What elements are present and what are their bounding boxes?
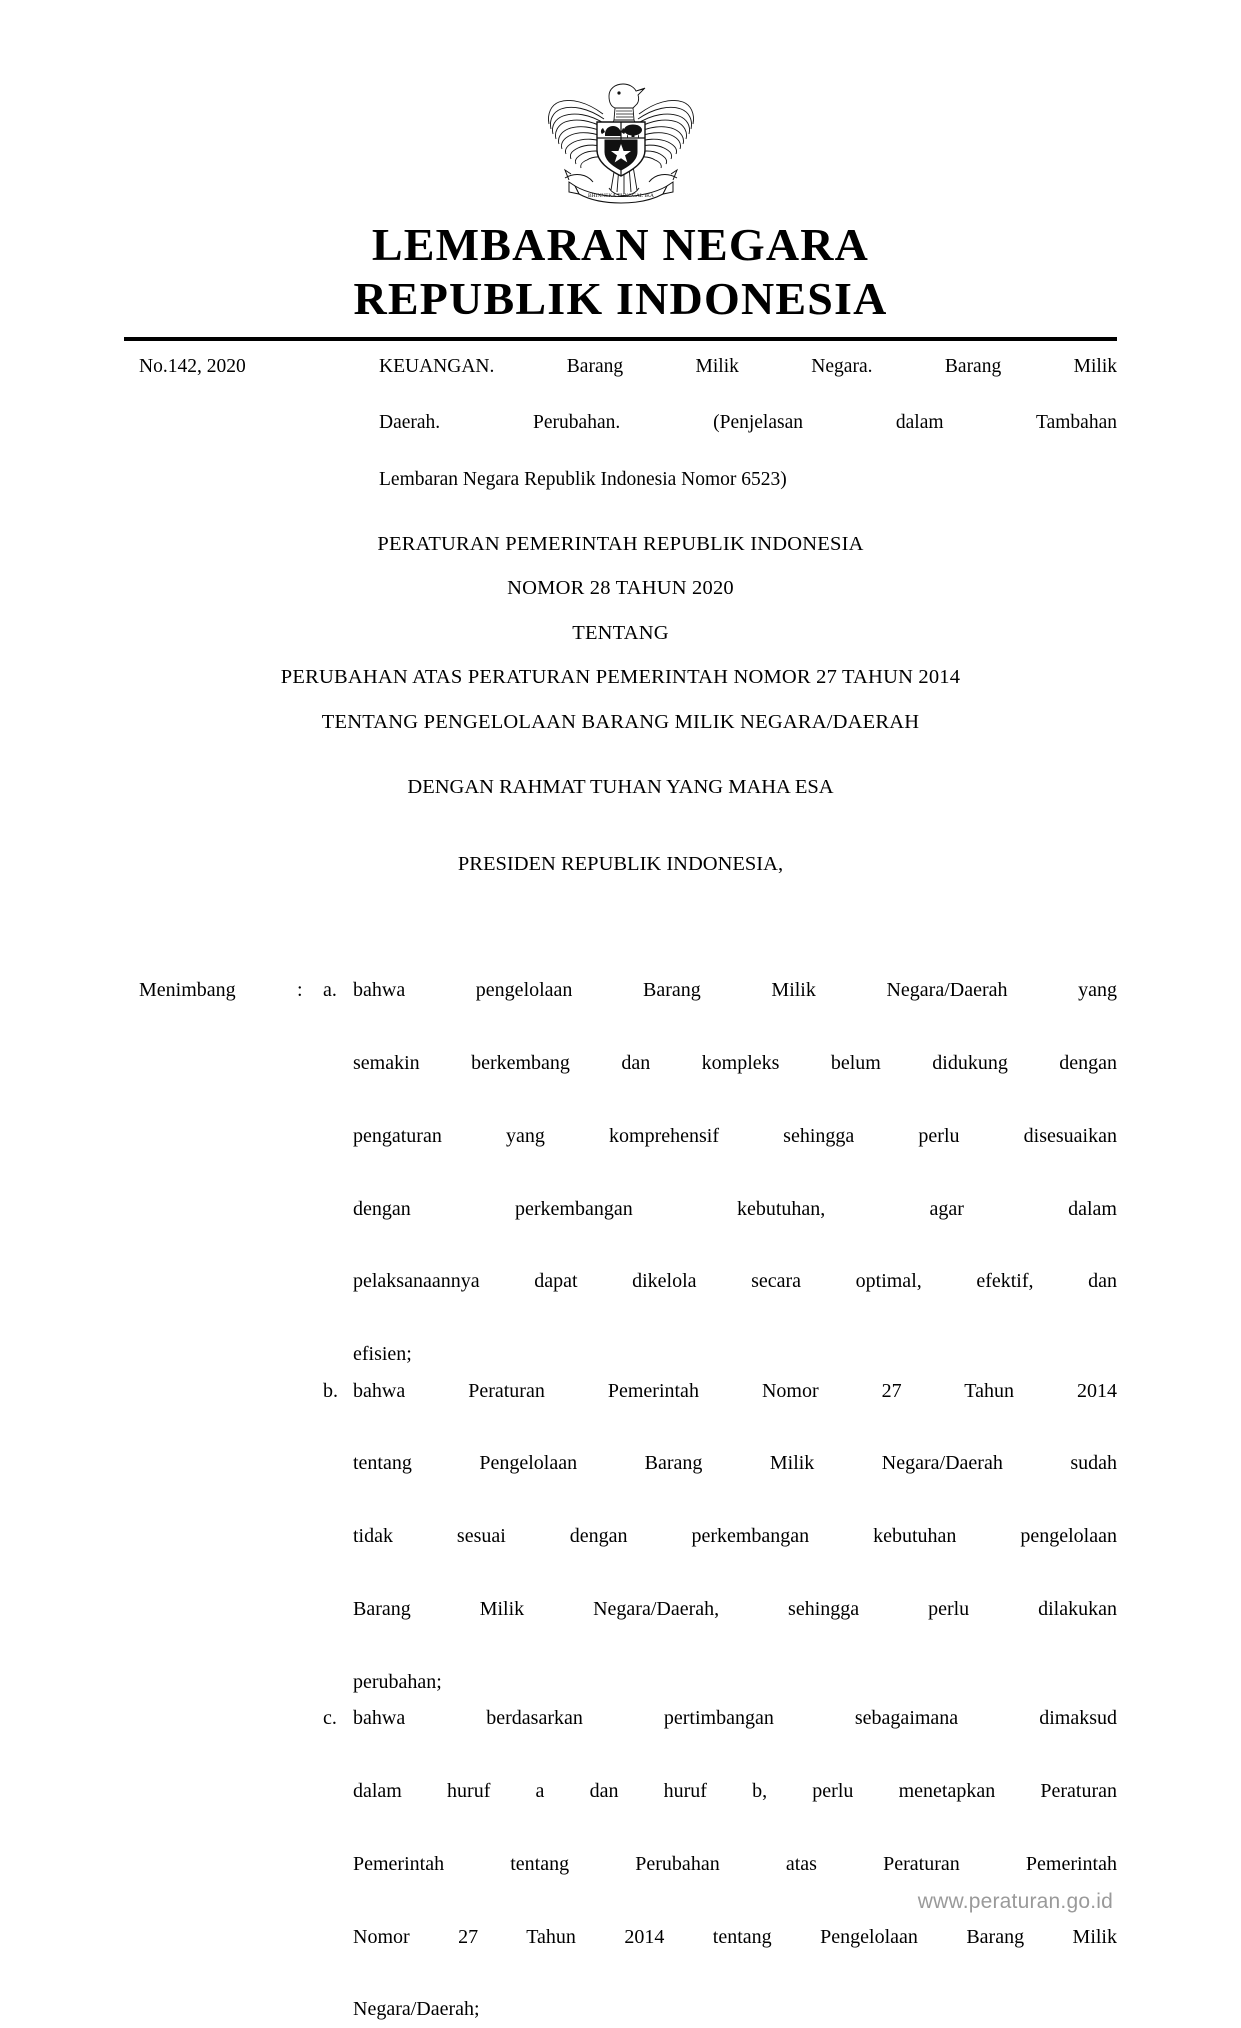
gazette-info-row: [139, 353, 1117, 494]
considering-line: pelaksanaannya dapat dikelola secara optimal, efektif, dan: [353, 1270, 1117, 1293]
considering-line: perubahan;: [353, 1670, 442, 1693]
considering-colon: :: [297, 979, 303, 1002]
considering-line: bahwa pengelolaan Barang Milik Negara/Daerah yang: [353, 979, 1117, 1002]
considering-line: dengan perkembangan kebutuhan, agar dalam: [353, 1197, 1117, 1220]
considering-marker: c.: [323, 1707, 337, 1730]
masthead: [0, 218, 1241, 327]
title-line-subject-1: PERUBAHAN ATAS PERATURAN PEMERINTAH NOMOR 27 TAHUN 2014: [280, 666, 961, 689]
gazette-subject-line: KEUANGAN. Barang Milik Negara. Barang Milik: [379, 355, 1117, 377]
considering-line: Negara/Daerah;: [353, 1998, 480, 2021]
considering-line: efisien;: [353, 1343, 412, 1366]
gazette-number: No.142, 2020: [139, 355, 246, 377]
considering-text: [353, 972, 1117, 1372]
considering-marker: a.: [323, 979, 337, 1002]
gazette-subject: [379, 353, 1117, 494]
title-line-tentang: TENTANG: [572, 621, 669, 644]
considering-line: Nomor 27 Tahun 2014 tentang Pengelolaan Barang Milik: [353, 1925, 1117, 1948]
considering-line: tentang Pengelolaan Barang Milik Negara/Daerah sudah: [353, 1452, 1117, 1475]
garuda-pancasila-emblem: [535, 58, 707, 208]
considering-line: Barang Milik Negara/Daerah, sehingga perlu dilakukan: [353, 1598, 1117, 1620]
considering-line: bahwa Peraturan Pemerintah Nomor 27 Tahun 2014: [353, 1379, 1117, 1402]
considering-line: semakin berkembang dan kompleks belum didukung dengan: [353, 1052, 1117, 1075]
considering-text: [353, 1700, 1117, 2028]
title-line-number: NOMOR 28 TAHUN 2020: [507, 577, 734, 600]
considering-line: Pemerintah tentang Perubahan atas Peraturan Pemerintah: [353, 1852, 1117, 1875]
gazette-subject-line: Lembaran Negara Republik Indonesia Nomor 6523): [379, 468, 787, 490]
considering-line: bahwa berdasarkan pertimbangan sebagaimana dimaksud: [353, 1707, 1117, 1730]
title-line-subject-2: TENTANG PENGELOLAAN BARANG MILIK NEGARA/DAERAH: [321, 710, 920, 733]
masthead-line-1: LEMBARAN NEGARA: [371, 219, 870, 270]
footer-watermark: www.peraturan.go.id: [917, 1890, 1113, 1913]
emblem-container: [0, 0, 1241, 208]
considering-line: tidak sesuai dengan perkembangan kebutuhan pengelolaan: [353, 1525, 1117, 1548]
considering-item-a: [323, 972, 1117, 1372]
title-line-authority: PERATURAN PEMERINTAH REPUBLIK INDONESIA: [377, 532, 864, 555]
masthead-line-2: REPUBLIK INDONESIA: [353, 273, 888, 325]
blessing-line: DENGAN RAHMAT TUHAN YANG MAHA ESA: [407, 776, 834, 799]
considering-section: [139, 972, 1117, 2027]
considering-line: dalam huruf a dan huruf b, perlu menetapkan Peraturan: [353, 1779, 1117, 1802]
president-line: PRESIDEN REPUBLIK INDONESIA,: [457, 853, 784, 876]
considering-text: [353, 1373, 1117, 1701]
considering-label: Menimbang: [139, 979, 236, 1002]
considering-line: pengaturan yang komprehensif sehingga perlu disesuaikan: [353, 1124, 1117, 1147]
considering-item-b: [323, 1373, 1117, 1701]
considering-items: [323, 972, 1117, 2027]
gazette-subject-line: Daerah. Perubahan. (Penjelasan dalam Tambahan: [379, 412, 1117, 434]
emblem-motto-text: BHINNEKA TUNGGAL IKA: [587, 193, 654, 199]
regulation-title-block: [0, 534, 1241, 733]
considering-item-c: [323, 1700, 1117, 2028]
masthead-divider: [124, 337, 1117, 341]
considering-marker: b.: [323, 1379, 338, 1402]
